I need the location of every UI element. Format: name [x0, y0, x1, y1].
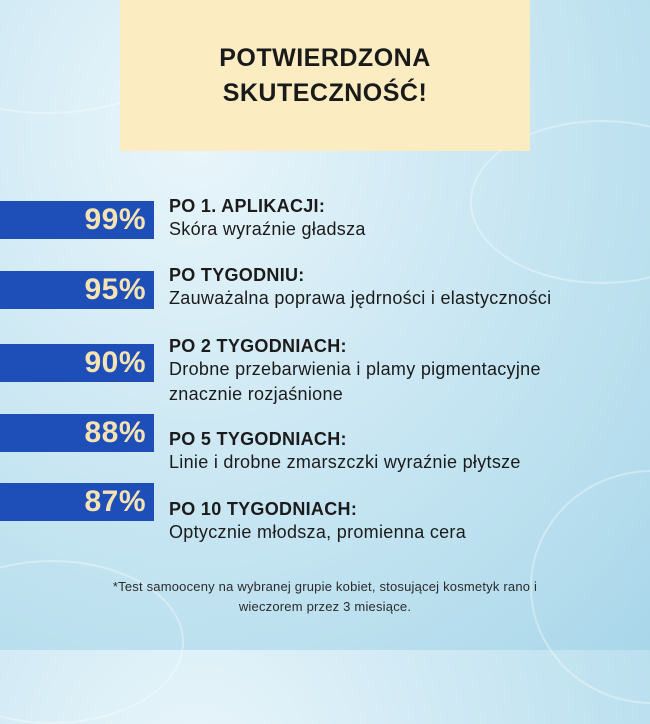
stat-description — [169, 264, 629, 311]
stat-description — [169, 498, 629, 545]
header-box — [120, 0, 530, 151]
footnote: *Test samooceny na wybranej grupie kobiet, stosującej kosmetyk rano i wieczorem przez 3 miesiące. — [112, 579, 538, 614]
stat-percent: 90% — [84, 346, 146, 379]
stat-description — [169, 428, 629, 475]
stat-detail: Skóra wyraźnie gładsza — [169, 219, 366, 239]
stat-detail: Optycznie młodsza, promienna cera — [169, 522, 467, 542]
stat-detail: Zauważalna poprawa jędrności i elastyczności — [169, 288, 552, 308]
stat-title: PO 10 TYGODNIACH: — [169, 499, 358, 519]
stat-percent: 99% — [84, 203, 146, 236]
stat-badge — [0, 201, 154, 239]
stat-description — [169, 195, 629, 242]
stat-title: PO TYGODNIU: — [169, 265, 305, 285]
stat-percent: 95% — [84, 273, 146, 306]
stat-badge — [0, 414, 154, 452]
stat-percent: 88% — [84, 416, 146, 449]
stat-badge — [0, 271, 154, 309]
stat-description — [169, 335, 629, 407]
stat-percent: 87% — [84, 485, 146, 518]
stat-title: PO 1. APLIKACJI: — [169, 196, 326, 216]
stat-title: PO 2 TYGODNIACH: — [169, 336, 347, 356]
page-title: POTWIERDZONA SKUTECZNOŚĆ! — [219, 43, 431, 107]
stat-badge — [0, 344, 154, 382]
stat-detail: Drobne przebarwienia i plamy pigmentacyjne znacznie rozjaśnione — [169, 359, 541, 404]
stat-badge — [0, 483, 154, 521]
stat-title: PO 5 TYGODNIACH: — [169, 429, 347, 449]
stat-detail: Linie i drobne zmarszczki wyraźnie płytsze — [169, 452, 521, 472]
